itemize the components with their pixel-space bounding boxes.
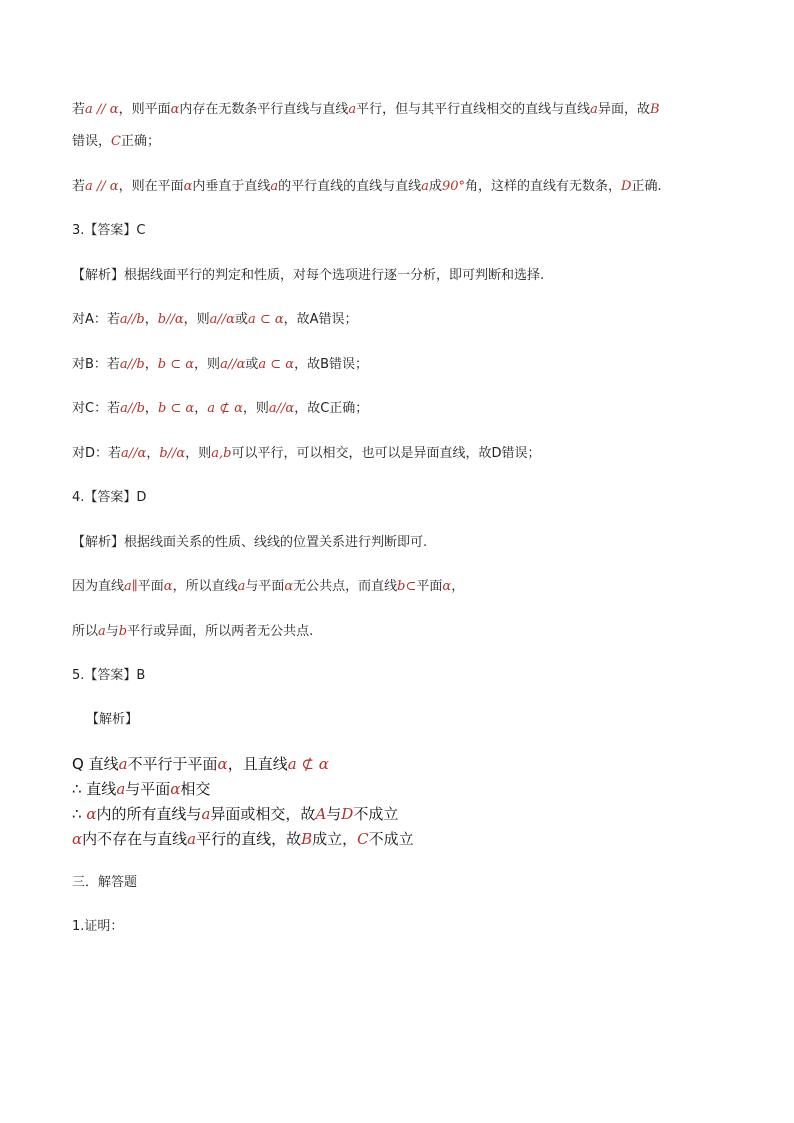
item3-answer: 3.【答案】C: [72, 223, 146, 238]
math: α: [442, 579, 452, 594]
item3-option-a: [72, 311, 358, 329]
math: b: [118, 624, 128, 639]
math: α: [170, 102, 180, 117]
text: 异面，故: [597, 102, 650, 117]
math: α: [170, 780, 181, 798]
math: α: [284, 579, 294, 594]
text: ，: [144, 312, 158, 327]
item5-analysis: 【解析】: [86, 712, 139, 727]
text: 角，这样的直线有无数条，: [465, 179, 622, 194]
text: 平面: [416, 579, 443, 594]
item3-analysis: 【解析】根据线面平行的判定和性质，对每个选项进行逐一分析，即可判断和选择.: [72, 268, 545, 283]
math: α: [217, 755, 228, 773]
math: b ⊂ α: [157, 357, 195, 372]
text: 正确；: [120, 134, 160, 149]
item5-line2: [72, 779, 210, 799]
item4-line1: [72, 578, 464, 596]
math: α: [183, 179, 193, 194]
item4-analysis: 【解析】根据线面关系的性质、线线的位置关系进行判断即可.: [72, 535, 428, 550]
math: a: [98, 624, 106, 639]
math: A: [315, 805, 327, 823]
math: a ⊂ α: [258, 357, 295, 372]
math: a,b: [211, 446, 232, 461]
text: ，: [144, 401, 158, 416]
math: a: [116, 780, 126, 798]
text: 因为直线: [72, 579, 125, 594]
item2-line2: [72, 133, 160, 151]
math: a//α: [268, 401, 295, 416]
text: 无公共点，而直线: [293, 579, 398, 594]
question-1-label: 1.证明：: [72, 919, 124, 934]
text: ，: [451, 579, 465, 594]
text: 内存在无数条平行直线与直线: [179, 102, 349, 117]
item5-line4: [72, 829, 414, 849]
text: 平行，但与其平行直线相交的直线与直线: [356, 102, 591, 117]
text: ，所以直线: [172, 579, 238, 594]
text: ，则: [185, 446, 212, 461]
text: 对D：若: [72, 446, 122, 461]
text: ，则在平面: [118, 179, 184, 194]
text: 内的所有直线与: [96, 805, 202, 823]
text: 错误，: [72, 134, 112, 149]
math: B: [649, 102, 660, 117]
math: a: [118, 755, 128, 773]
item3-option-c: [72, 400, 368, 418]
math: α: [72, 830, 83, 848]
math: D: [341, 805, 354, 823]
text: 内垂直于直线: [192, 179, 271, 194]
text: ，: [194, 401, 208, 416]
text: ，且直线: [227, 755, 288, 773]
math: a ⊄ α: [207, 401, 243, 416]
text: ，则平面: [118, 102, 171, 117]
math: a ⊂ α: [247, 312, 284, 327]
math: b ⊂ α: [157, 401, 195, 416]
math: a: [421, 179, 429, 194]
text: 可以平行，可以相交，也可以是异面直线，故D错误；: [231, 446, 541, 461]
text: 不平行于平面: [127, 755, 218, 773]
text: 对A：若: [72, 312, 120, 327]
text: Q 直线: [72, 755, 119, 773]
math: B: [301, 830, 313, 848]
text: ，则: [242, 401, 269, 416]
text: 异面或相交，故: [210, 805, 316, 823]
math: a: [348, 102, 357, 117]
text: ∴: [72, 805, 87, 823]
text: 平面: [137, 579, 164, 594]
math: a//α: [121, 446, 147, 461]
text: 平行或异面，所以两者无公共点.: [127, 624, 314, 639]
math: C: [111, 134, 121, 149]
text: ，则: [194, 357, 221, 372]
item2-line1: [72, 101, 660, 119]
math: a // α: [85, 102, 119, 117]
text: 对B：若: [72, 357, 120, 372]
text: ∴ 直线: [72, 780, 117, 798]
text: ，故A错误；: [283, 312, 358, 327]
text: 对C：若: [72, 401, 121, 416]
math: a∥: [124, 579, 138, 594]
item2-line3: [72, 178, 662, 196]
math: a: [201, 805, 211, 823]
math: α: [86, 805, 97, 823]
math: a ⊄ α: [287, 755, 329, 773]
item4-line2: [72, 623, 313, 641]
text: 与: [105, 624, 119, 639]
item5-answer: 5.【答案】B: [72, 668, 146, 683]
item5-line1: [72, 754, 329, 774]
math: α: [163, 579, 173, 594]
item3-option-b: [72, 356, 368, 374]
math: a//b: [119, 357, 145, 372]
text: 不成立: [368, 830, 414, 848]
text: 不成立: [353, 805, 399, 823]
text: 成立，: [312, 830, 358, 848]
math: b//α: [157, 312, 184, 327]
math: C: [357, 830, 369, 848]
math: a: [187, 830, 197, 848]
text: ，: [144, 357, 158, 372]
text: 或: [234, 312, 248, 327]
math: a//b: [119, 312, 145, 327]
text: 与平面: [125, 780, 171, 798]
math: a//α: [209, 312, 235, 327]
item3-option-d: [72, 445, 540, 463]
math: a//b: [120, 401, 145, 416]
text: 所以: [72, 624, 99, 639]
text: ，则: [183, 312, 210, 327]
text: 与: [326, 805, 342, 823]
math: a // α: [85, 179, 119, 194]
math: a: [237, 579, 246, 594]
text: 的平行直线的直线与直线: [278, 179, 422, 194]
section-heading: 三．解答题: [72, 875, 138, 890]
text: ，: [146, 446, 160, 461]
text: 与平面: [245, 579, 285, 594]
math: a//α: [220, 357, 246, 372]
text: 平行的直线，故: [196, 830, 302, 848]
text: 相交: [180, 780, 211, 798]
text: 成: [428, 179, 442, 194]
text: 或: [245, 357, 259, 372]
text: 正确.: [631, 179, 662, 194]
text: 内不存在与直线: [82, 830, 188, 848]
text: ，故B错误；: [294, 357, 368, 372]
text: ，故C正确；: [294, 401, 369, 416]
item4-answer: 4.【答案】D: [72, 490, 147, 505]
math: a: [270, 179, 279, 194]
math: 90°: [441, 179, 465, 194]
item5-line3: [72, 804, 398, 824]
math: a: [590, 102, 598, 117]
text: 若: [72, 102, 86, 117]
math: b⊂: [397, 579, 417, 594]
math: b//α: [159, 446, 186, 461]
math: D: [621, 179, 632, 194]
text: 若: [72, 179, 86, 194]
